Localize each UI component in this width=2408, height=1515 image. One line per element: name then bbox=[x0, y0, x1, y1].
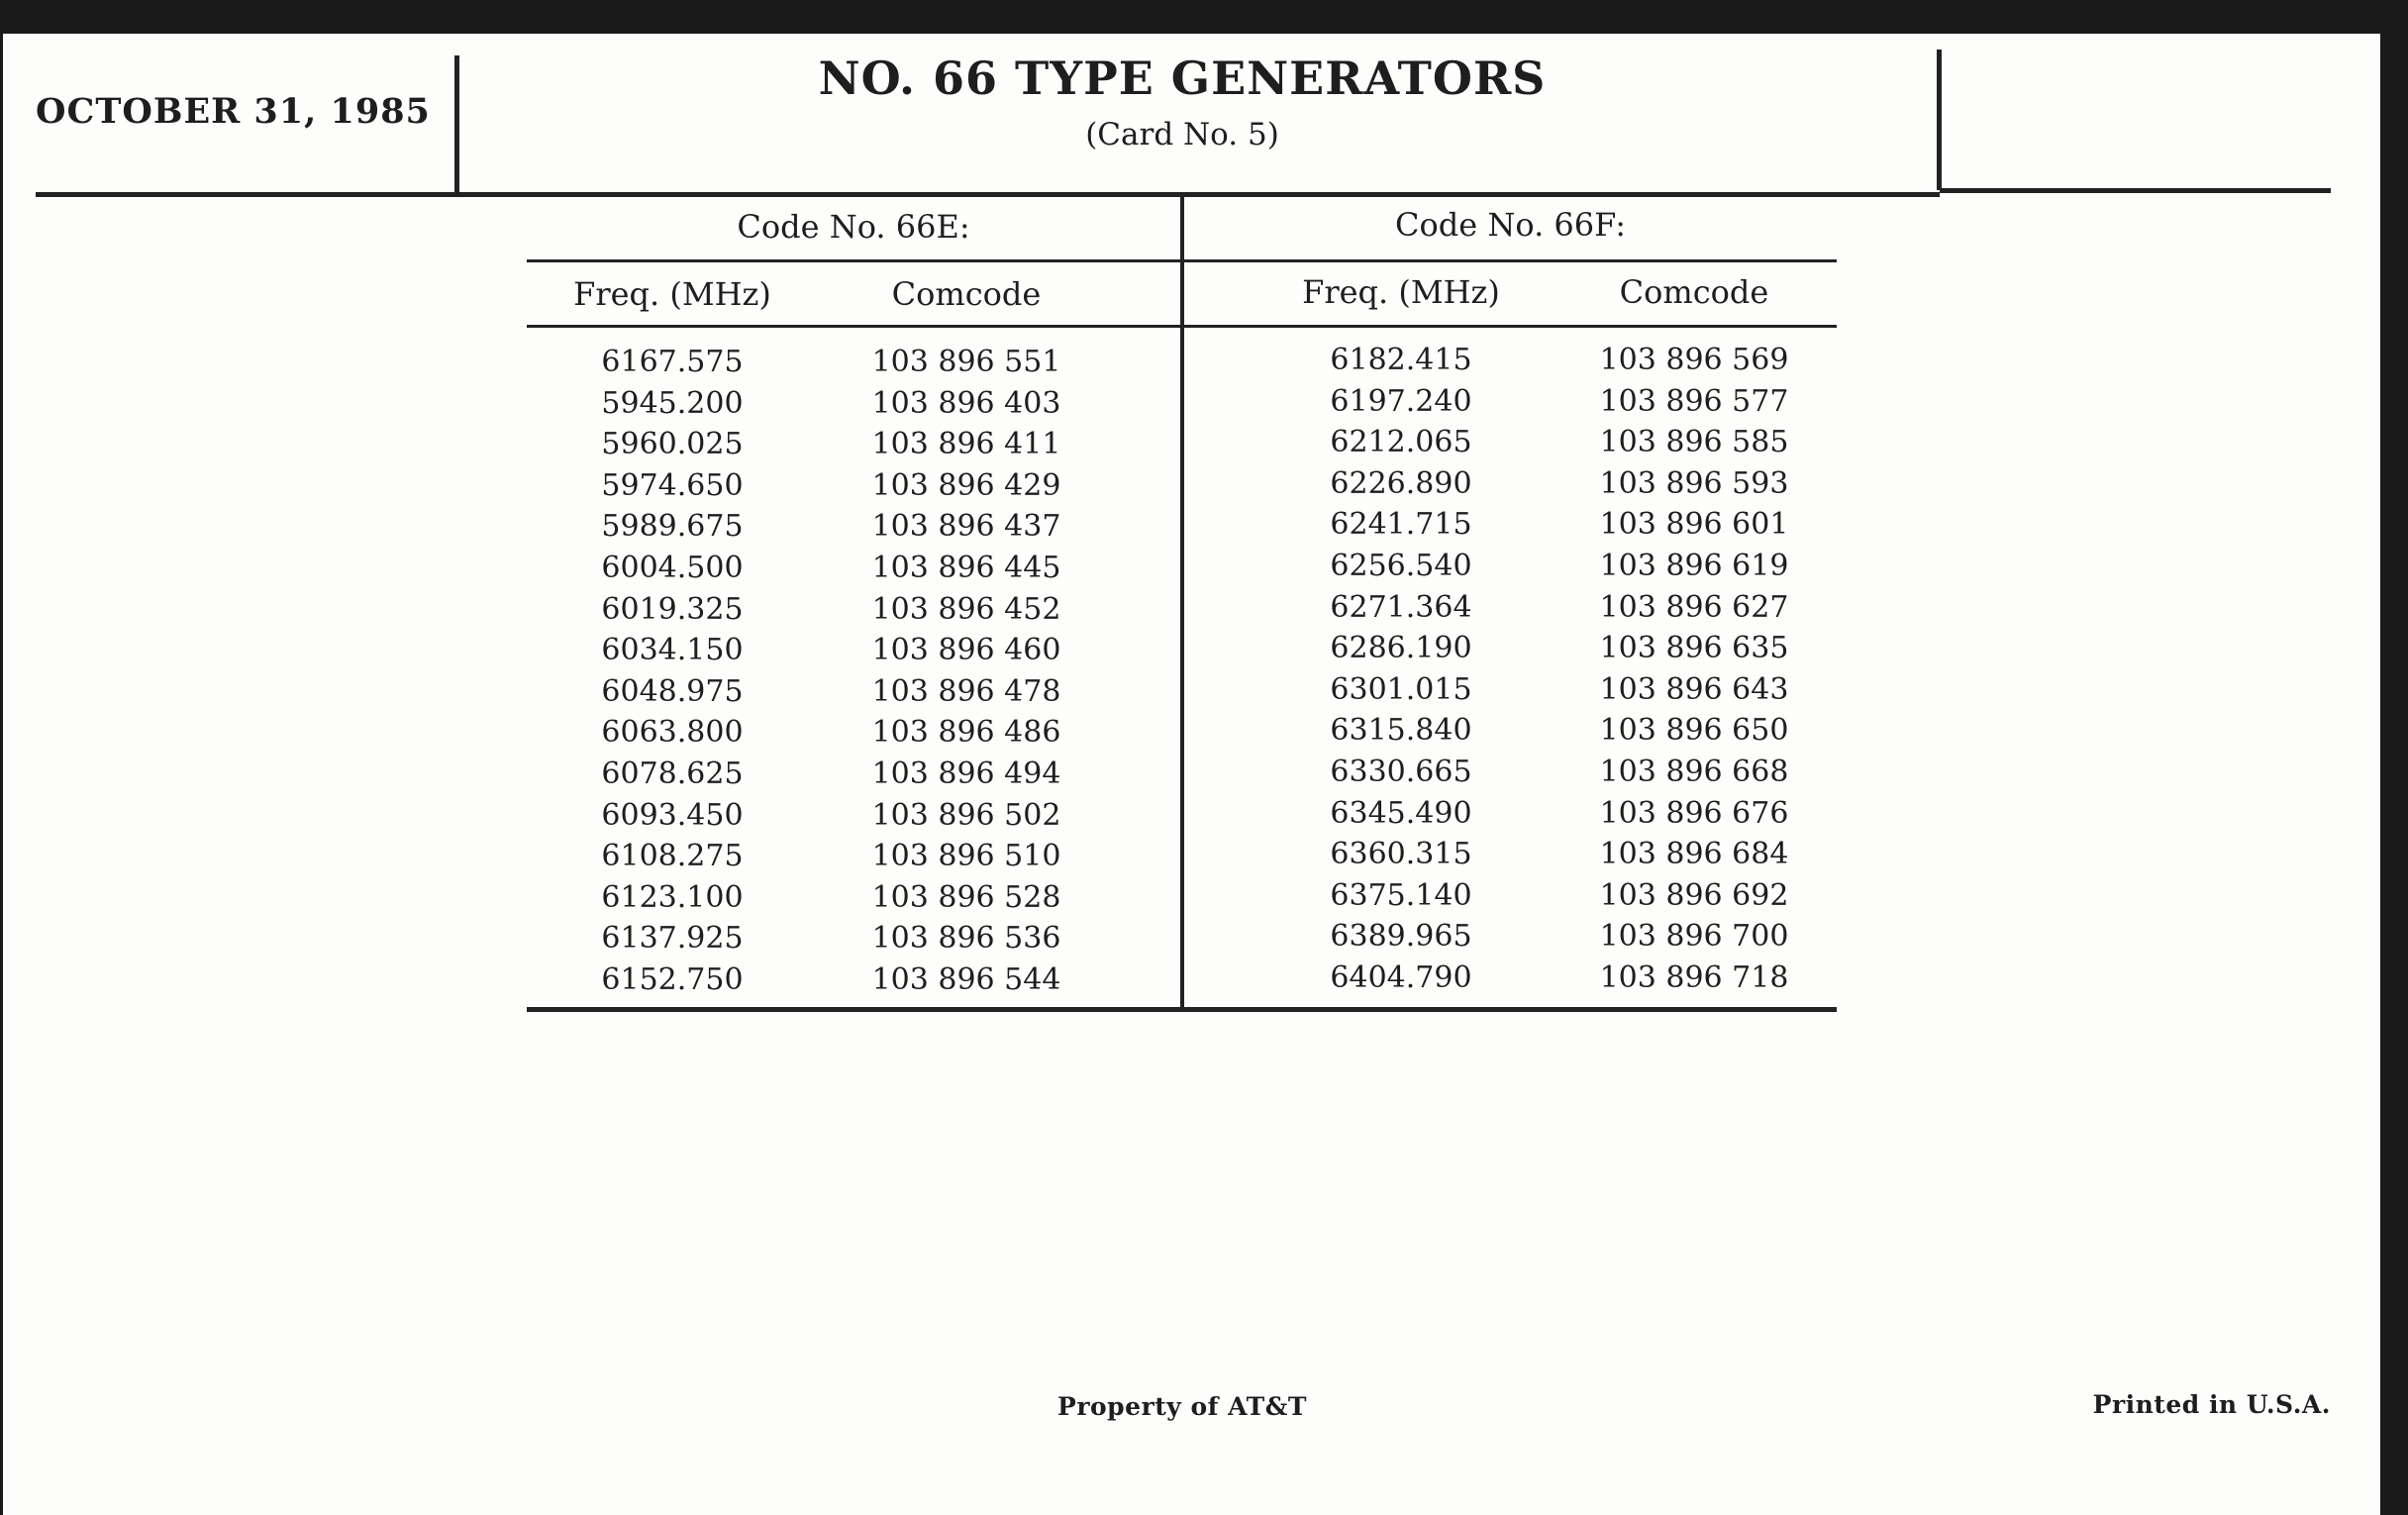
freq-cell: 5974.650 bbox=[601, 467, 744, 503]
freq-cell: 6360.315 bbox=[1330, 837, 1472, 872]
freq-cell: 6404.790 bbox=[1330, 960, 1472, 995]
comcode-cell: 103 896 551 bbox=[871, 345, 1061, 379]
freq-cell: 6330.665 bbox=[1330, 755, 1472, 789]
comcode-cell: 103 896 411 bbox=[871, 427, 1061, 462]
freq-cell: 6182.415 bbox=[1330, 343, 1472, 377]
comcode-cell: 103 896 502 bbox=[871, 797, 1061, 833]
code-header-rule bbox=[527, 259, 1837, 262]
col-header-comcode-66e: Comcode bbox=[891, 275, 1042, 313]
comcode-cell: 103 896 585 bbox=[1599, 425, 1789, 460]
freq-cell: 6389.965 bbox=[1330, 919, 1472, 955]
freq-cell: 6256.540 bbox=[1330, 549, 1472, 583]
card bbox=[3, 34, 2380, 1515]
freq-cell: 6034.150 bbox=[601, 633, 744, 668]
freq-cell: 6123.100 bbox=[601, 879, 744, 915]
comcode-cell: 103 896 528 bbox=[871, 879, 1061, 915]
comcode-cell: 103 896 601 bbox=[1599, 507, 1789, 543]
comcode-cell: 103 896 544 bbox=[871, 962, 1061, 997]
comcode-cell: 103 896 650 bbox=[1599, 713, 1789, 749]
col-header-comcode-66f: Comcode bbox=[1619, 273, 1769, 311]
comcode-cell: 103 896 718 bbox=[1599, 960, 1789, 995]
freq-cell: 6167.575 bbox=[601, 345, 744, 379]
comcode-cell: 103 896 437 bbox=[871, 509, 1061, 545]
comcode-cell: 103 896 452 bbox=[871, 591, 1061, 627]
freq-cell: 6019.325 bbox=[601, 591, 744, 627]
freq-cell: 6152.750 bbox=[601, 962, 744, 997]
comcode-cell: 103 896 676 bbox=[1599, 795, 1789, 831]
code-66f-header: Code No. 66F: bbox=[1395, 206, 1626, 244]
card-date: OCTOBER 31, 1985 bbox=[36, 91, 431, 132]
printed-notice: Printed in U.S.A. bbox=[2092, 1390, 2331, 1419]
card-title: NO. 66 TYPE GENERATORS bbox=[818, 51, 1547, 105]
freq-cell: 6301.015 bbox=[1330, 671, 1472, 707]
freq-cell: 6271.364 bbox=[1330, 589, 1472, 625]
comcode-cell: 103 896 635 bbox=[1599, 631, 1789, 666]
freq-cell: 6315.840 bbox=[1330, 713, 1472, 749]
freq-cell: 6137.925 bbox=[601, 921, 744, 957]
freq-cell: 6212.065 bbox=[1330, 425, 1472, 460]
comcode-cell: 103 896 569 bbox=[1599, 343, 1789, 377]
freq-cell: 6286.190 bbox=[1330, 631, 1472, 666]
comcode-cell: 103 896 510 bbox=[871, 839, 1061, 874]
table-bottom-rule bbox=[527, 1007, 1837, 1012]
freq-cell: 6241.715 bbox=[1330, 507, 1472, 543]
comcode-cell: 103 896 445 bbox=[871, 551, 1061, 585]
col-header-freq-66f: Freq. (MHz) bbox=[1302, 273, 1500, 311]
comcode-cell: 103 896 692 bbox=[1599, 877, 1789, 913]
freq-cell: 6345.490 bbox=[1330, 795, 1472, 831]
comcode-cell: 103 896 486 bbox=[871, 715, 1061, 751]
comcode-cell: 103 896 643 bbox=[1599, 671, 1789, 707]
comcode-cell: 103 896 593 bbox=[1599, 465, 1789, 501]
col-header-freq-66e: Freq. (MHz) bbox=[573, 275, 771, 313]
freq-cell: 6108.275 bbox=[601, 839, 744, 874]
comcode-cell: 103 896 684 bbox=[1599, 837, 1789, 872]
freq-cell: 6048.975 bbox=[601, 673, 744, 709]
comcode-cell: 103 896 577 bbox=[1599, 383, 1789, 419]
comcode-cell: 103 896 700 bbox=[1599, 919, 1789, 955]
comcode-cell: 103 896 668 bbox=[1599, 755, 1789, 789]
comcode-cell: 103 896 478 bbox=[871, 673, 1061, 709]
comcode-cell: 103 896 429 bbox=[871, 467, 1061, 503]
property-notice: Property of AT&T bbox=[1057, 1392, 1307, 1421]
header-divider-right bbox=[1937, 50, 1942, 190]
card-subtitle: (Card No. 5) bbox=[1085, 117, 1279, 152]
column-header-rule bbox=[527, 325, 1837, 328]
freq-cell: 6197.240 bbox=[1330, 383, 1472, 419]
comcode-cell: 103 896 536 bbox=[871, 921, 1061, 957]
header-rule-right bbox=[1940, 188, 2331, 193]
freq-cell: 6375.140 bbox=[1330, 877, 1472, 913]
freq-cell: 6063.800 bbox=[601, 715, 744, 751]
freq-cell: 6004.500 bbox=[601, 551, 744, 585]
comcode-cell: 103 896 494 bbox=[871, 757, 1061, 791]
freq-cell: 5960.025 bbox=[601, 427, 744, 462]
comcode-cell: 103 896 460 bbox=[871, 633, 1061, 668]
comcode-cell: 103 896 619 bbox=[1599, 549, 1789, 583]
header-rule bbox=[36, 192, 1940, 197]
freq-cell: 6078.625 bbox=[601, 757, 744, 791]
comcode-cell: 103 896 627 bbox=[1599, 589, 1789, 625]
freq-cell: 5989.675 bbox=[601, 509, 744, 545]
freq-cell: 6226.890 bbox=[1330, 465, 1472, 501]
code-66e-header: Code No. 66E: bbox=[737, 208, 970, 246]
table-center-divider bbox=[1180, 194, 1184, 1010]
freq-cell: 5945.200 bbox=[601, 385, 744, 421]
comcode-cell: 103 896 403 bbox=[871, 385, 1061, 421]
freq-cell: 6093.450 bbox=[601, 797, 744, 833]
header-divider-left bbox=[454, 55, 459, 194]
